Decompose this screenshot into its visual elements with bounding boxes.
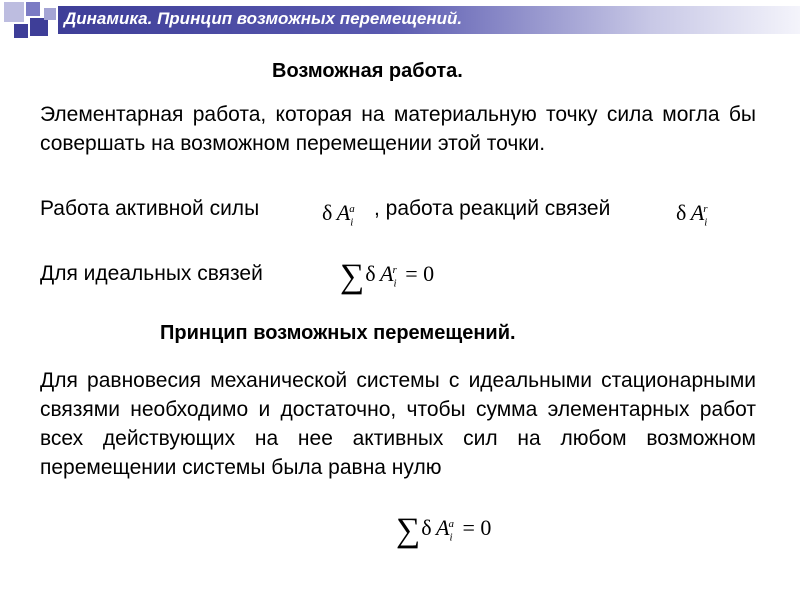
reaction-work-label: , работа реакций связей [374,197,611,220]
formula-principle: ∑δ $A_i^a = 0$ [396,512,492,549]
active-work-label: Работа активной силы [40,197,260,220]
principle-statement: Для равновесия механической системы с идеальными стационарными связями необходимо и достаточно, чтобы сумма элементарных работ всех действующих на нее активных сил на любом возможном перемещении системы была равна нулю [40,369,756,479]
slide-header [0,0,800,44]
heading-principle: Принцип возможных перемещений. [160,322,516,344]
definition-text: Элементарная работа, которая на материальную точку сила могла бы совершать на возможном перемещении этой точки. [40,103,756,155]
heading-possible-work: Возможная работа. [272,60,463,82]
formula-active-work: δ $A_i^a$ [322,200,355,229]
formula-ideal-constraints: ∑δ $A_i^r = 0$ [340,258,435,295]
slide-title: Динамика. Принцип возможных перемещений. [64,9,463,28]
ideal-constraints-label: Для идеальных связей [40,262,263,285]
formula-reaction-work: δ $A_i^r$ [676,200,708,229]
